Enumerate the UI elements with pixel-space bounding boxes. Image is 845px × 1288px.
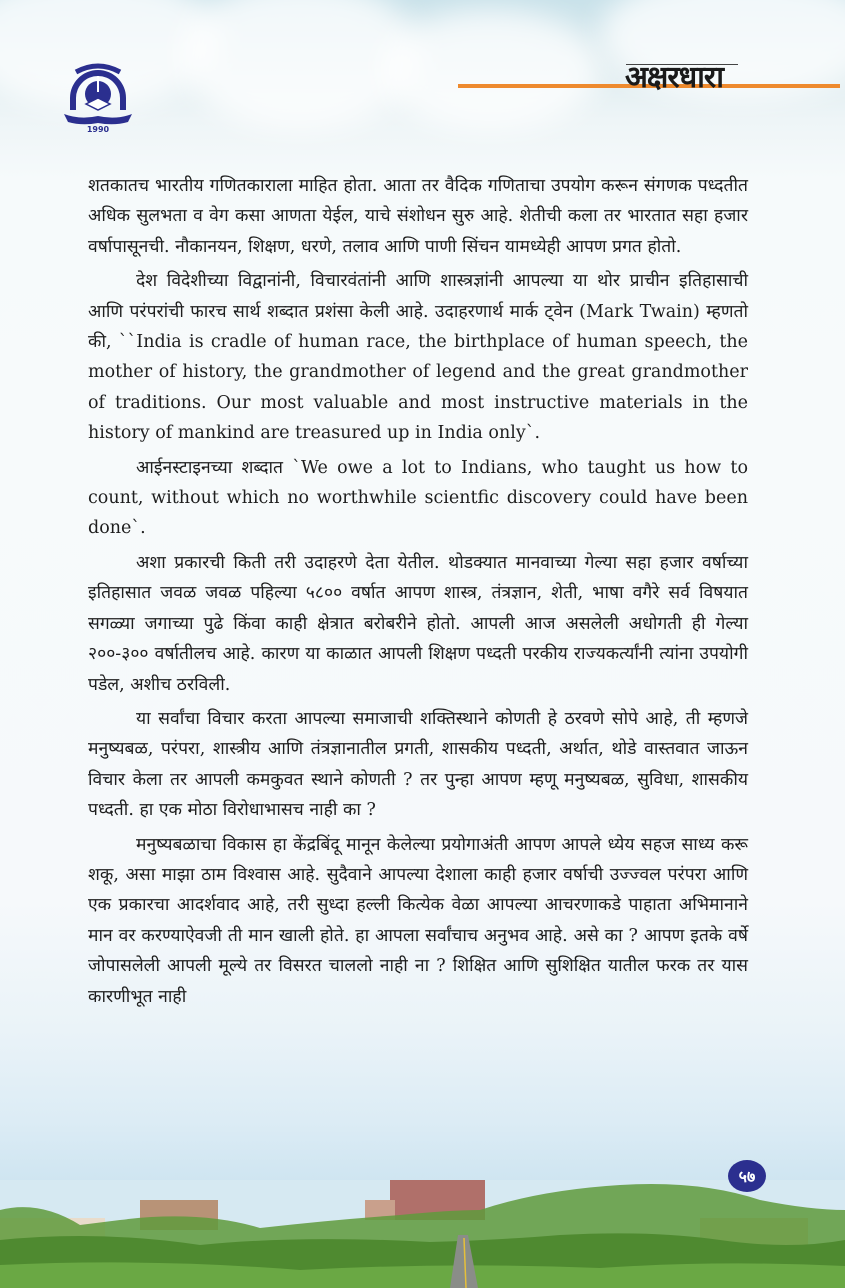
paragraph: शतकातच भारतीय गणितकाराला माहित होता. आता तर वैदिक गणिताचा उपयोग करून संगणक पध्दतीत अधिक सुलभता व वेग कसा आणता येईल, याचे संशोधन सुरु आहे. शेतीची कला तर भारतात सहा हजार वर्षापासूनची. नौकानयन, शिक्षण, धरणे, तलाव आणि पाणी सिंचन यामध्येही आपण प्रगत होतो.: [88, 176, 748, 257]
paragraph: मनुष्यबळाचा विकास हा केंद्रबिंदू मानून केलेल्या प्रयोगाअंती आपण आपले ध्येय सहज साध्य करू शकू, असा माझा ठाम विश्वास आहे. सुदैवाने आपल्या देशाला काही हजार वर्षाची उज्ज्वल परंपरा आणि एक प्रकारचा आदर्शवाद आहे, तरी सुध्दा हल्ली कित्येक वेळा आपल्या आचरणाकडे पाहाता अभिमानाने मान वर करण्याऐवजी ती मान खाली होते. हा आपला सर्वांचाच अनुभव आहे. असे का ? आपण इतके वर्षे जोपासलेली आपली मूल्ये तर विसरत चाललो नाही ना ? शिक्षित आणि सुशिक्षित यातील फरक तर यास कारणीभूत नाही: [88, 834, 748, 1007]
campus-landscape-icon: [0, 1180, 845, 1288]
paragraph: या सर्वांचा विचार करता आपल्या समाजाची शक्तिस्थाने कोणती हे ठरवणे सोपे आहे, ती म्हणजे मनुष्यबळ, परंपरा, शास्त्रीय आणि तंत्रज्ञानातील प्रगती, शासकीय पध्दती, अर्थात, थोडे वास्तवात जाऊन विचार केला तर आपली कमकुवत स्थाने कोणती ? तर पुन्हा आपण म्हणू मनुष्यबळ, सुविधा, शासकीय पध्दती. हा एक मोठा विरोधाभासच नाही का ?: [88, 708, 748, 821]
university-emblem-icon: [62, 58, 134, 134]
page-title: अक्षरधारा: [625, 60, 723, 95]
page-number-badge: ५७: [728, 1160, 766, 1192]
paragraph: देश विदेशीच्या विद्वानांनी, विचारवंतांनी आणि शास्त्रज्ञांनी आपल्या या थोर प्राचीन इतिहासाची आणि परंपरांची फारच सार्थ शब्दात प्रशंसा केली आहे. उदाहरणार्थ मार्क ट्वेन (Mark Twain) म्हणतो की, ``India is cradle of human race, the birthplace of human speech, the mother of history, the grandmother of legend and the great grandmother of traditions. Our most valuable and most instructive materials in the history of mankind are treasured up in India only`.: [88, 271, 748, 444]
logo-year: 1990: [86, 125, 110, 134]
page-header: [0, 0, 845, 160]
article-body: [88, 171, 748, 1012]
paragraph: आईनस्टाइनच्या शब्दात `We owe a lot to Indians, who taught us how to count, without which no worthwhile scientfic discovery could have been done`.: [88, 457, 748, 539]
paragraph: अशा प्रकारची किती तरी उदाहरणे देता येतील. थोडक्यात मानवाच्या गेल्या सहा हजार वर्षाच्या इतिहासात जवळ जवळ पहिल्या ५८०० वर्षात आपण शास्त्र, तंत्रज्ञान, शेती, भाषा वगैरे सर्व विषयात सगळ्या जगाच्या पुढे किंवा काही क्षेत्रात बरोबरीने होतो. आपली आज असलेली अधोगती ही गेल्या २००-३०० वर्षातीलच आहे. कारण या काळात आपली शिक्षण पध्दती परकीय राज्यकर्त्यांनी त्यांना उपयोगी पडेल, अशीच ठरविली.: [88, 552, 748, 695]
